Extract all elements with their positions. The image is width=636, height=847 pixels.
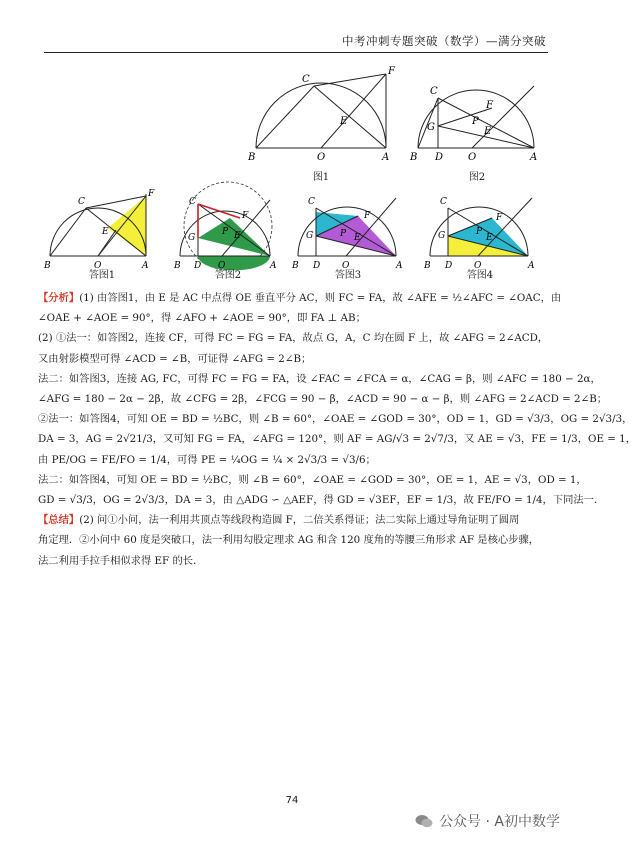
ans3-label-p: P [340, 229, 347, 239]
header-title: 中考冲刺专题突破（数学）—满分突破 [342, 34, 546, 48]
fig2-label-b: B [410, 152, 418, 163]
watermark-text: 公众号 · A初中数学 [439, 814, 560, 830]
summary-tag: 【总结】 [38, 514, 80, 527]
ans4-label-c: C [440, 197, 447, 207]
ans3-label-c: C [308, 197, 315, 207]
ans4-label-o: O [474, 261, 482, 271]
ans1-label-o: O [94, 261, 102, 271]
ans2-label-o: O [218, 261, 226, 271]
ans4-label-d: D [445, 261, 453, 271]
solution-body [38, 288, 636, 571]
ans2-label-d: D [194, 261, 202, 271]
solution-line-7: ②法一：如答图4，可知 OE = BD = ½BC，则 ∠B = 60°，∠OAE = ∠GOD = 30°，OD = 1，GD = √3/3，OG = 2√3/3， [38, 413, 633, 426]
fig2-label-o: O [468, 152, 477, 163]
analysis-tag: 【分析】 [38, 292, 80, 304]
solution-line-2: ∠OAE + ∠AOE = 90°，得 ∠AFO + ∠AOE = 90°，即 FA ⊥ AB； [38, 312, 366, 325]
answer-figure-2-caption: 答图2 [214, 270, 242, 281]
ans2-label-b: B [174, 261, 181, 271]
solution-line-4: 又由射影模型可得 ∠ACD = ∠B，可证得 ∠AFG = 2∠B； [38, 352, 312, 365]
answer-figure-2 [172, 182, 284, 274]
ans3-label-e: E [354, 233, 361, 243]
fig1-label-f: F [388, 66, 395, 77]
figure-1 [246, 64, 396, 174]
ans2-label-p: P [222, 227, 229, 237]
fig1-label-a: A [382, 152, 390, 163]
ans1-label-a: A [142, 261, 149, 271]
answer-figure-4-caption: 答图4 [466, 270, 494, 281]
answer-figure-1-caption: 答图1 [88, 270, 116, 281]
summary-line-2: 角定理．②小问中 60 度是突破口，法一利用勾股定理求 AG 和含 120 度角的等腰三角形求 AF 是核心步骤， [38, 534, 540, 547]
fig1-label-b: B [248, 152, 256, 163]
answer-figure-3 [288, 184, 412, 272]
header-rule [44, 52, 548, 53]
page-number: 74 [285, 795, 299, 806]
fig2-label-a: A [530, 152, 538, 163]
fig2-label-p: P [472, 116, 479, 127]
ans2-label-e: E [234, 231, 241, 241]
ans1-label-b: B [44, 261, 51, 271]
ans3-label-f: F [364, 211, 371, 221]
answer-figure-1 [42, 184, 160, 272]
ans2-label-a: A [270, 261, 277, 271]
fig2-label-g: G [427, 122, 435, 133]
fig2-label-e: E [484, 126, 492, 137]
ans4-label-g: G [438, 231, 446, 241]
ans4-label-b: B [424, 261, 431, 271]
solution-line-5: 法二：如答图3，连接 AG, FC，可得 FC = FG = FA，设 ∠FAC = ∠FCA = α，∠CAG = β，则 ∠AFC = 180 − 2α， [38, 372, 601, 385]
ans4-label-f: F [496, 213, 503, 223]
wechat-icon [415, 814, 433, 828]
fig1-label-e: E [340, 116, 348, 127]
ans1-label-c: C [78, 197, 85, 207]
ans2-label-c: C [189, 197, 196, 207]
answer-figure-4 [420, 184, 544, 272]
fig1-label-o: O [317, 152, 326, 163]
ans2-label-g: G [188, 233, 196, 243]
page-header [0, 0, 584, 56]
figure-2-caption: 图2 [468, 172, 486, 183]
ans3-label-b: B [292, 261, 299, 271]
fig2-label-f: F [486, 100, 493, 111]
summary-line-1: 【总结】(2) 问①小问，法一利用共顶点等线段构造圆 F，二倍关系得证；法二实际上通过导角证明了圆周 [38, 514, 520, 527]
ans2-label-f: F [242, 211, 249, 221]
ans3-label-d: D [313, 261, 321, 271]
solution-line-6: ∠AFG = 180 − 2α − 2β，故 ∠CFG = 2β，∠FCG = 90 − β，∠ACD = 90 − α − β，则 ∠AFG = 2∠ACD = 2∠B； [38, 393, 608, 406]
ans3-label-o: O [342, 261, 350, 271]
ans1-label-e: E [102, 227, 109, 237]
figure-1-caption: 图1 [312, 172, 330, 183]
solution-line-3: (2) ①法一：如答图2，连接 CF，可得 FC = FG = FA，故点 G，A，C 均在圆 F 上，故 ∠AFG = 2∠ACD， [38, 332, 549, 345]
solution-line-10: 法二：如答图4，可知 OE = BD = ½BC，则 ∠B = 60°，∠OAE = ∠GOD = 30°，OE = 1，AE = √3，OD = 1， [38, 473, 587, 486]
solution-line-11: GD = √3/3，OG = 2√3/3，DA = 3，由 △ADG ∽ △AEF，得 GD = √3EF，EF = 1/3，故 FE/FO = 1/4，下同法一. [38, 494, 598, 507]
fig2-label-d: D [435, 152, 444, 163]
watermark [415, 811, 560, 831]
ans1-label-f: F [148, 189, 155, 199]
solution-line-8: DA = 3，AG = 2√21/3，又可知 FG = FA，∠AFG = 120°，则 AF = AG/√3 = 2√7/3，又 AE = √3，FE = 1/3，OE = 1， [38, 433, 636, 446]
fig2-label-c: C [430, 86, 438, 97]
solution-line-9: 由 PE/OG = FE/FO = 1/4，可得 PE = ¼OG = ¼ × 2√3/3 = √3/6； [38, 453, 376, 466]
ans4-label-a: A [528, 261, 535, 271]
figure-2 [410, 64, 540, 174]
ans3-label-a: A [396, 261, 403, 271]
summary-line-3: 法二利用手拉手相似求得 EF 的长． [38, 554, 204, 567]
solution-line-1: 【分析】(1) 由答图1，由 E 是 AC 中点得 OE 垂直平分 AC，则 FC = FA，故 ∠AFE = ½∠AFC = ∠OAC，由 [38, 292, 562, 304]
ans4-label-e: E [486, 233, 493, 243]
fig1-label-c: C [302, 74, 310, 85]
answer-figure-3-caption: 答图3 [334, 270, 362, 281]
ans3-label-g: G [306, 231, 314, 241]
ans4-label-p: P [476, 227, 483, 237]
